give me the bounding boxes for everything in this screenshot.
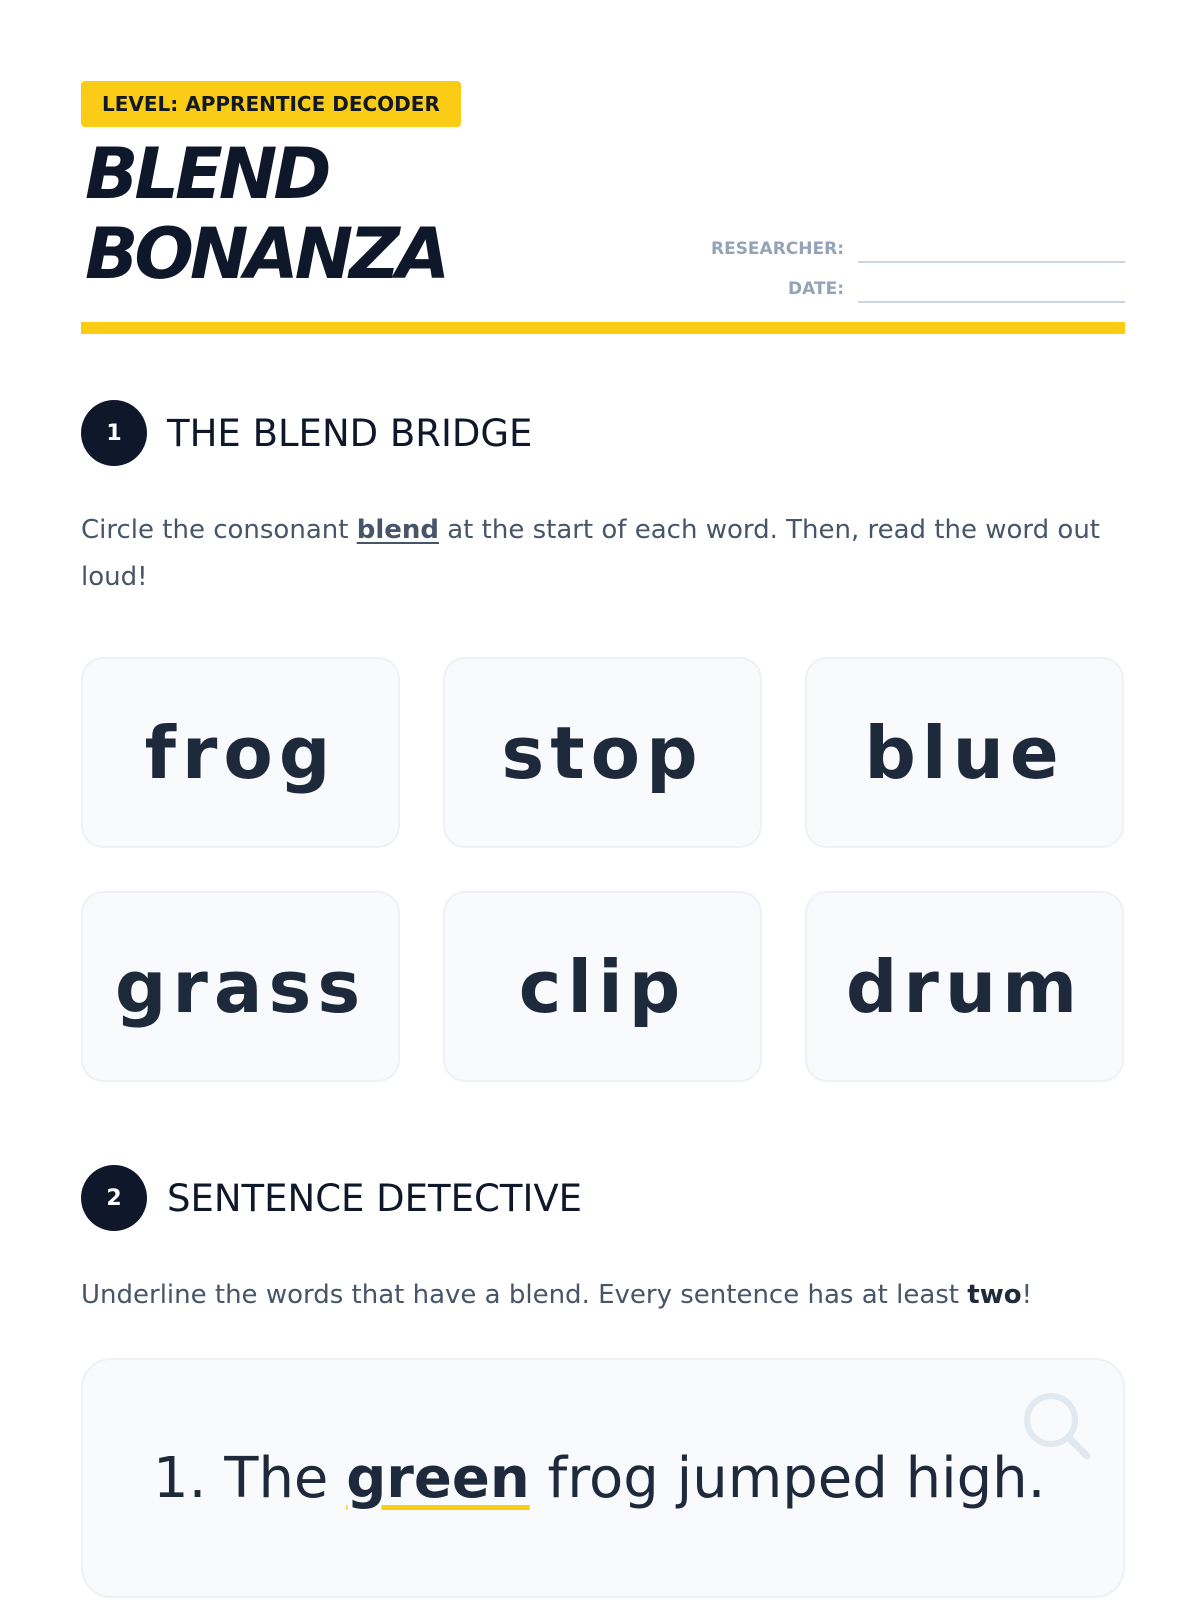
section-2-title: SENTENCE DETECTIVE [167, 1176, 583, 1220]
section-2-number: 2 [81, 1165, 147, 1231]
word-card[interactable] [81, 657, 400, 848]
word-text: clip [518, 944, 687, 1029]
section-2-instructions-start: Underline the words that have a blend. Every sentence has at least [81, 1280, 968, 1310]
date-label: DATE: [788, 279, 844, 299]
researcher-label: RESEARCHER: [710, 239, 844, 259]
sentence-1-blend-word[interactable]: green [346, 1446, 530, 1511]
header-divider [81, 322, 1125, 334]
section-1-keyword: blend [356, 515, 439, 545]
section-1-instructions-start: Circle the consonant [81, 515, 357, 545]
word-grid [81, 657, 1125, 1082]
researcher-info [685, 225, 1125, 305]
section-2-instructions-end: ! [1021, 1280, 1033, 1310]
level-badge: LEVEL: APPRENTICE DECODER [81, 81, 461, 127]
section-1-instructions [81, 507, 1125, 601]
word-card[interactable] [443, 657, 762, 848]
section-1-number: 1 [81, 400, 147, 466]
title-line-2: BONANZA [85, 213, 447, 295]
section-1-title: THE BLEND BRIDGE [167, 411, 533, 455]
word-text: grass [114, 944, 367, 1029]
sentence-card [81, 1358, 1125, 1598]
date-field[interactable] [858, 301, 1125, 303]
sentence-1-suffix: frog jumped high. [529, 1446, 1046, 1511]
word-text: stop [501, 710, 704, 795]
page-title [85, 134, 446, 294]
worksheet-page [81, 0, 1125, 1600]
section-2-instructions [81, 1272, 1125, 1319]
researcher-field[interactable] [858, 261, 1125, 263]
section-2-keyword: two [967, 1280, 1022, 1310]
date-row [685, 265, 1125, 305]
word-card[interactable] [81, 891, 400, 1082]
word-card[interactable] [443, 891, 762, 1082]
word-text: frog [144, 710, 337, 795]
word-card[interactable] [805, 657, 1124, 848]
section-1-header [81, 400, 532, 466]
researcher-row [685, 225, 1125, 265]
section-2-header [81, 1165, 582, 1231]
section-1-instructions-end: at the start of each word. Then, read the word out loud! [81, 515, 1100, 592]
word-text: drum [845, 944, 1084, 1029]
word-text: blue [864, 710, 1065, 795]
sentence-1-prefix: 1. The [153, 1446, 347, 1511]
title-line-1: BLEND [85, 133, 328, 215]
sentence-1 [153, 1446, 1045, 1511]
word-card[interactable] [805, 891, 1124, 1082]
